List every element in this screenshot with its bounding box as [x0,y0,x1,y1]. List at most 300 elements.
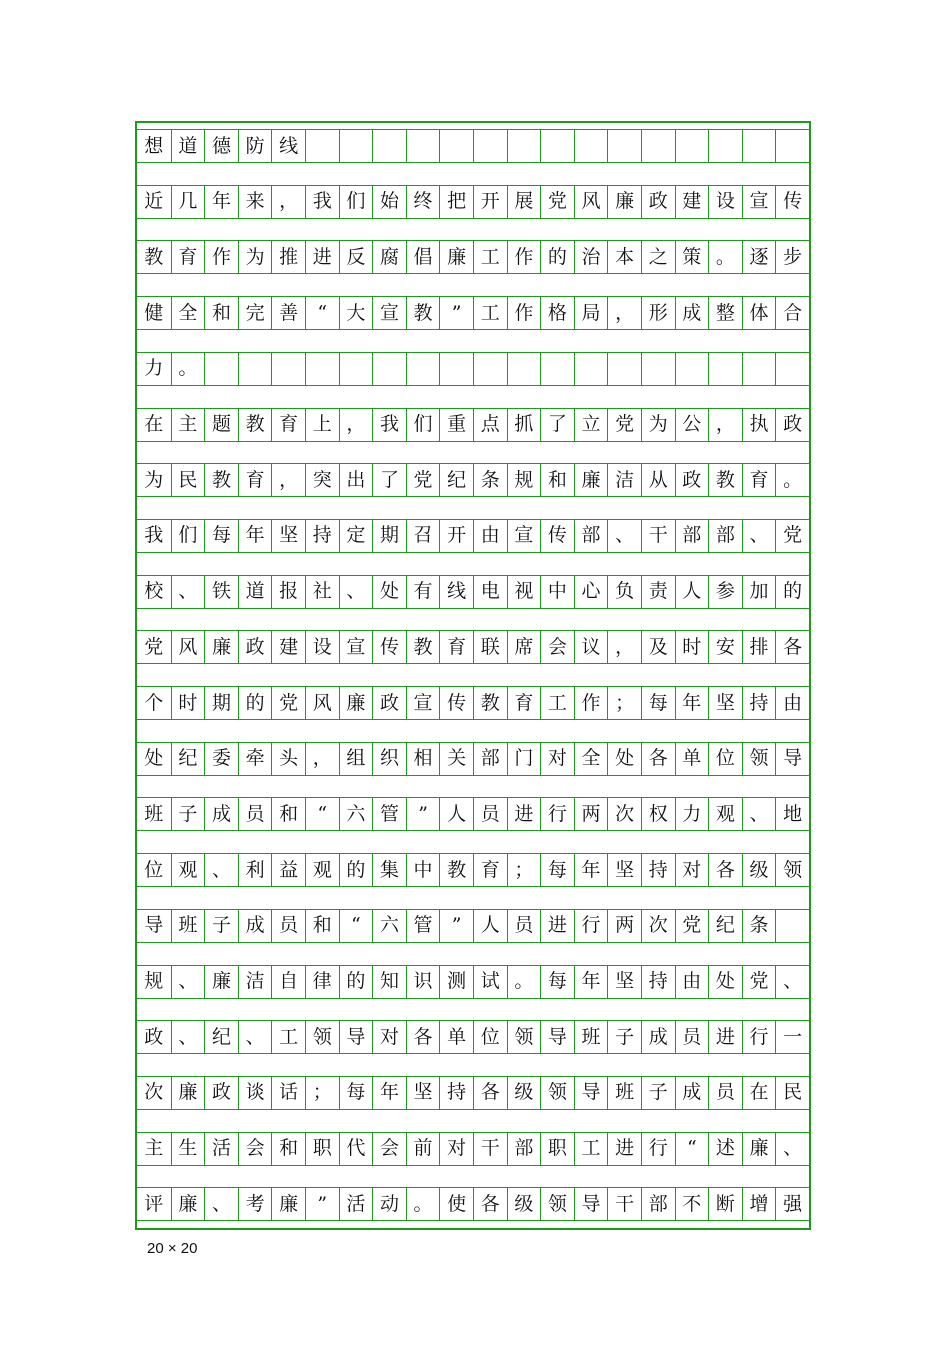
grid-cell: 力 [144,357,164,380]
grid-cell: 知 [372,966,406,998]
grid-cell: 干 [473,1133,507,1165]
grid-cell: 权 [641,798,675,830]
grid-cell: 子 [607,1021,641,1053]
grid-cell: 风 [171,631,205,663]
grid-cell: 党 [742,966,776,998]
grid-cell: 腐 [372,241,406,273]
grid-cell: 教 [473,687,507,719]
grid-cell [641,353,675,385]
grid-cell: 策 [675,241,709,273]
grid-cell: 廉 [607,186,641,218]
grid-cell: 进 [540,910,574,942]
grid-cell: 各 [708,854,742,886]
grid-cell: 领 [540,1188,574,1220]
grid-cell: 次 [607,798,641,830]
grid-cell: “ [675,1133,709,1165]
grid-cell: 处 [708,966,742,998]
grid-cell: 会 [372,1133,406,1165]
grid-cell: 设 [708,186,742,218]
grid-cell: 活 [339,1188,373,1220]
grid-cell [339,130,373,162]
grid-cell: 持 [641,854,675,886]
grid-cell: 传 [775,186,809,218]
grid-cell: 六 [372,910,406,942]
grid-cell: 教 [204,464,238,496]
grid-cell: 导 [144,914,164,937]
grid-cell: 宣 [507,520,541,552]
grid-cell: ， [607,631,641,663]
grid-cell [439,130,473,162]
grid-cell: 持 [641,966,675,998]
grid-cell: 员 [238,798,272,830]
grid-cell: 之 [641,241,675,273]
grid-cell: 人 [675,576,709,608]
grid-cell: 行 [540,798,574,830]
grid-cell: 律 [305,966,339,998]
grid-cell: ， [607,297,641,329]
grid-cell: 教 [238,409,272,441]
grid-cell: ； [607,687,641,719]
grid-cell: 对 [372,1021,406,1053]
grid-cell: 逐 [742,241,776,273]
grid-cell: 从 [641,464,675,496]
manuscript-grid-sheet [135,121,811,1230]
grid-cell: ， [708,409,742,441]
grid-cell [574,130,608,162]
grid-cell: 几 [171,186,205,218]
grid-cell: 代 [339,1133,373,1165]
grid-cell: 述 [708,1133,742,1165]
grid-cell: 廉 [574,464,608,496]
grid-cell: 全 [171,297,205,329]
grid-cell: 次 [641,910,675,942]
grid-row [137,129,809,163]
grid-cell: 动 [372,1188,406,1220]
grid-cell: 持 [742,687,776,719]
grid-cell: 规 [507,464,541,496]
grid-cell: 我 [144,524,164,547]
grid-cell: 领 [775,854,809,886]
grid-row [137,909,809,943]
grid-cell [775,130,809,162]
grid-cell: 每 [641,687,675,719]
grid-cell: 导 [339,1021,373,1053]
grid-cell: 位 [144,858,164,881]
grid-cell: 出 [339,464,373,496]
grid-cell: 体 [742,297,776,329]
grid-cell: 始 [372,186,406,218]
grid-cell: 进 [607,1133,641,1165]
grid-cell [372,353,406,385]
grid-cell: 部 [675,520,709,552]
grid-cell: 干 [607,1188,641,1220]
grid-cell: 风 [305,687,339,719]
grid-cell: 局 [574,297,608,329]
grid-cell: 廉 [171,1188,205,1220]
grid-cell: 识 [406,966,440,998]
grid-cell: 领 [540,1077,574,1109]
grid-cell: 政 [675,464,709,496]
grid-cell: 部 [641,1188,675,1220]
grid-cell: 形 [641,297,675,329]
grid-cell: 级 [507,1077,541,1109]
grid-cell: 为 [238,241,272,273]
grid-cell: 线 [271,130,305,162]
grid-cell: “ [305,798,339,830]
grid-cell: 善 [271,297,305,329]
grid-cell: 坚 [607,854,641,886]
grid-cell: 导 [574,1077,608,1109]
grid-cell: 铁 [204,576,238,608]
grid-cell: 步 [775,241,809,273]
grid-cell: 自 [271,966,305,998]
grid-cell: 牵 [238,743,272,775]
grid-cell: 为 [144,468,164,491]
grid-cell: 员 [675,1021,709,1053]
grid-cell: ， [271,186,305,218]
grid-cell: 各 [473,1188,507,1220]
grid-cell: 职 [540,1133,574,1165]
grid-cell: 为 [641,409,675,441]
grid-cell [204,353,238,385]
grid-cell: 育 [238,464,272,496]
grid-cell: 各 [641,743,675,775]
grid-size-label: 20 × 20 [147,1240,198,1257]
grid-cell: 坚 [708,687,742,719]
grid-cell: 组 [339,743,373,775]
grid-cell: 想 [144,134,164,157]
grid-cell: 每 [540,966,574,998]
grid-cell: 的 [540,241,574,273]
grid-cell: 干 [641,520,675,552]
grid-row [137,575,809,609]
grid-cell: 宣 [339,631,373,663]
grid-cell: 政 [372,687,406,719]
grid-cell: 在 [144,413,164,435]
grid-cell: 使 [439,1188,473,1220]
grid-cell: 洁 [607,464,641,496]
grid-cell [305,353,339,385]
grid-cell: 席 [507,631,541,663]
grid-cell: 利 [238,854,272,886]
grid-cell: 育 [742,464,776,496]
grid-cell: 倡 [406,241,440,273]
grid-cell: 把 [439,186,473,218]
grid-cell: 宣 [372,297,406,329]
grid-cell: 社 [305,576,339,608]
grid-cell: 政 [204,1077,238,1109]
grid-cell: 持 [439,1077,473,1109]
grid-cell: 部 [708,520,742,552]
grid-cell: 在 [742,1077,776,1109]
grid-cell: 民 [775,1077,809,1109]
grid-cell: 、 [339,576,373,608]
grid-cell: 我 [305,186,339,218]
grid-cell [641,130,675,162]
grid-cell: 每 [204,520,238,552]
grid-cell: 时 [171,687,205,719]
grid-cell: ， [305,743,339,775]
grid-cell: 党 [144,635,164,658]
grid-cell: 点 [473,409,507,441]
grid-cell: 处 [144,747,164,770]
grid-cell: 织 [372,743,406,775]
grid-cell: 廉 [742,1133,776,1165]
grid-cell: 终 [406,186,440,218]
grid-cell: 排 [742,631,776,663]
grid-cell: 中 [540,576,574,608]
grid-cell: 联 [473,631,507,663]
grid-cell: 、 [775,1133,809,1165]
grid-cell: 全 [574,743,608,775]
grid-cell: 、 [171,966,205,998]
grid-row [137,1020,809,1054]
grid-cell: 参 [708,576,742,608]
grid-cell: 的 [238,687,272,719]
grid-cell: 们 [339,186,373,218]
grid-cell: 开 [473,186,507,218]
grid-cell: 本 [607,241,641,273]
grid-cell: 党 [540,186,574,218]
grid-cell: 处 [372,576,406,608]
grid-cell: 作 [507,241,541,273]
grid-cell: 六 [339,798,373,830]
grid-cell: 、 [742,798,776,830]
grid-cell: 和 [204,297,238,329]
grid-cell [607,130,641,162]
grid-cell: 由 [775,687,809,719]
grid-cell: 一 [775,1021,809,1053]
grid-cell: 和 [271,1133,305,1165]
grid-cell: 时 [675,631,709,663]
grid-row [137,965,809,999]
grid-row [137,240,809,274]
grid-cell: 评 [144,1192,164,1215]
grid-cell: 。 [406,1188,440,1220]
grid-row [137,519,809,553]
grid-cell: 级 [742,854,776,886]
grid-cell: 领 [507,1021,541,1053]
grid-cell: 完 [238,297,272,329]
grid-cell: 相 [406,743,440,775]
grid-row [137,185,809,219]
grid-cell: 们 [171,520,205,552]
grid-cell [540,130,574,162]
grid-cell: 成 [641,1021,675,1053]
grid-cell: 子 [204,910,238,942]
grid-cell: 工 [473,297,507,329]
grid-cell: 观 [708,798,742,830]
grid-cell: 开 [439,520,473,552]
grid-cell: 纪 [708,910,742,942]
grid-cell: 党 [607,409,641,441]
grid-cell: 洁 [238,966,272,998]
grid-cell: 近 [144,190,164,213]
grid-cell: 会 [238,1133,272,1165]
grid-cell: ” [439,910,473,942]
grid-cell: 强 [775,1188,809,1220]
grid-cell: 门 [507,743,541,775]
grid-cell: ， [339,409,373,441]
grid-cell: 主 [171,409,205,441]
grid-cell: 行 [574,910,608,942]
grid-cell: 坚 [271,520,305,552]
grid-cell [708,353,742,385]
grid-cell: 生 [171,1133,205,1165]
grid-cell: 宣 [406,687,440,719]
grid-cell: ” [305,1188,339,1220]
grid-cell [742,130,776,162]
grid-cell: 工 [271,1021,305,1053]
grid-cell: 人 [473,910,507,942]
grid-cell: 定 [339,520,373,552]
grid-cell [271,353,305,385]
grid-cell: 两 [574,798,608,830]
grid-cell: 廉 [171,1077,205,1109]
grid-cell: 立 [574,409,608,441]
grid-cell: 安 [708,631,742,663]
grid-cell: 话 [271,1077,305,1109]
grid-cell: 作 [574,687,608,719]
grid-cell: 教 [406,631,440,663]
grid-cell: 每 [339,1077,373,1109]
grid-cell: 力 [675,798,709,830]
grid-cell: 抓 [507,409,541,441]
grid-cell: 活 [204,1133,238,1165]
grid-cell: 不 [675,1188,709,1220]
grid-cell: 对 [675,854,709,886]
grid-cell [473,130,507,162]
grid-cell: 、 [204,1188,238,1220]
grid-cell: 突 [305,464,339,496]
grid-cell: 、 [171,576,205,608]
grid-cell: 来 [238,186,272,218]
grid-cell: 格 [540,297,574,329]
grid-cell: 领 [305,1021,339,1053]
grid-cell: 政 [641,186,675,218]
grid-cell: 教 [708,464,742,496]
grid-cell: 展 [507,186,541,218]
grid-cell: 廉 [339,687,373,719]
grid-cell: 政 [144,1025,164,1048]
grid-cell: 子 [641,1077,675,1109]
grid-cell: 单 [675,743,709,775]
grid-cell: 和 [305,910,339,942]
grid-cell: ； [507,854,541,886]
grid-cell: 作 [204,241,238,273]
grid-cell: 年 [574,966,608,998]
grid-cell: 。 [708,241,742,273]
grid-cell: 加 [742,576,776,608]
grid-cell: 教 [406,297,440,329]
grid-cell: 工 [574,1133,608,1165]
grid-cell [775,910,809,942]
grid-cell: 条 [473,464,507,496]
grid-cell: 进 [305,241,339,273]
grid-cell: 上 [305,409,339,441]
grid-cell: 育 [271,409,305,441]
grid-cell [675,130,709,162]
grid-row [137,1132,809,1166]
grid-cell: 工 [540,687,574,719]
grid-cell: 德 [204,130,238,162]
grid-cell: 次 [144,1081,164,1104]
grid-cell [775,353,809,385]
grid-cell: 和 [271,798,305,830]
grid-cell: 益 [271,854,305,886]
grid-cell: 观 [171,854,205,886]
grid-cell: 会 [540,631,574,663]
grid-cell: 领 [742,743,776,775]
grid-cell: 期 [372,520,406,552]
grid-cell: 、 [171,1021,205,1053]
grid-cell: “ [305,297,339,329]
grid-cell: 年 [238,520,272,552]
grid-row [137,408,809,442]
grid-cell: 有 [406,576,440,608]
grid-cell: 责 [641,576,675,608]
grid-cell [540,353,574,385]
grid-cell: 班 [144,802,164,825]
grid-cell: 重 [439,409,473,441]
grid-cell [742,353,776,385]
grid-cell: 、 [775,966,809,998]
grid-cell: 育 [507,687,541,719]
grid-cell: 增 [742,1188,776,1220]
grid-cell: 年 [574,854,608,886]
grid-cell: 廉 [439,241,473,273]
grid-cell: 条 [742,910,776,942]
grid-cell: 成 [675,1077,709,1109]
grid-cell: 视 [507,576,541,608]
grid-cell: 的 [775,576,809,608]
grid-cell: 校 [144,580,164,603]
grid-cell: 规 [144,970,164,992]
grid-cell: 教 [439,854,473,886]
grid-cell: 员 [271,910,305,942]
grid-cell: 部 [473,743,507,775]
grid-cell: 期 [204,687,238,719]
grid-cell: 传 [372,631,406,663]
grid-cell: 大 [339,297,373,329]
grid-cell [406,353,440,385]
grid-cell: 测 [439,966,473,998]
grid-cell: 公 [675,409,709,441]
grid-cell: 议 [574,631,608,663]
grid-cell: 主 [144,1137,164,1160]
grid-cell: ， [271,464,305,496]
grid-cell: 谈 [238,1077,272,1109]
grid-cell: 管 [372,798,406,830]
grid-cell [372,130,406,162]
grid-cell: 年 [675,687,709,719]
grid-cell: 了 [372,464,406,496]
grid-row [137,686,809,720]
grid-cell: 地 [775,798,809,830]
grid-cell: 成 [238,910,272,942]
grid-cell: 对 [540,743,574,775]
grid-cell: 行 [742,1021,776,1053]
grid-cell: 及 [641,631,675,663]
grid-cell: 各 [473,1077,507,1109]
grid-cell: 班 [607,1077,641,1109]
grid-row [137,463,809,497]
grid-cell: 员 [507,910,541,942]
grid-cell: 每 [540,854,574,886]
grid-cell: 纪 [171,743,205,775]
grid-cell: 导 [574,1188,608,1220]
grid-cell: 民 [171,464,205,496]
